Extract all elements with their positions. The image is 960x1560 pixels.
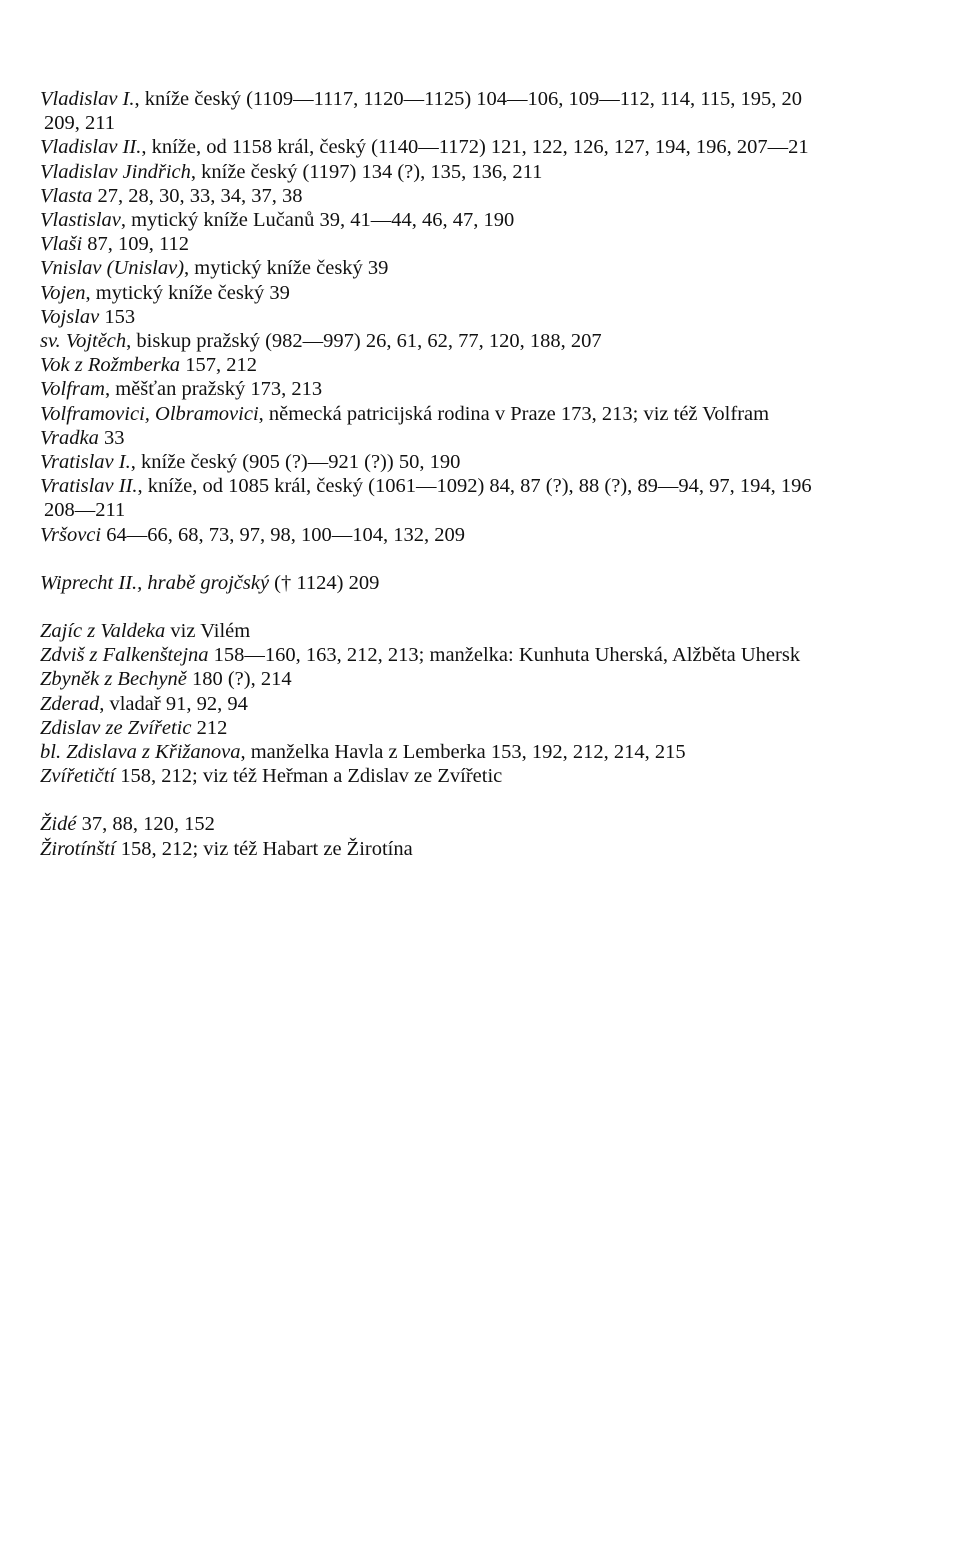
- entry-name: Vršovci: [40, 523, 102, 546]
- entry-name: Vojtěch: [65, 330, 127, 353]
- entry-continuation: 209, 211: [44, 112, 115, 135]
- entry-text: , mytický kníže Lučanů 39, 41—44, 46, 47, 190: [120, 209, 515, 232]
- index-entry: [40, 837, 960, 861]
- index-entry: [40, 377, 960, 401]
- entry-name: Vladislav II.: [40, 136, 142, 159]
- index-entry: [40, 208, 960, 232]
- entry-name: Vnislav (Unislav): [40, 257, 185, 280]
- entry-name: Zbyněk z Bechyně: [40, 668, 187, 691]
- entry-text: , kníže český (1109—1117, 1120—1125) 104—106, 109—112, 114, 115, 195, 20: [134, 88, 803, 110]
- entry-text: , kníže český (905 (?)—921 (?)) 50, 190: [130, 451, 461, 474]
- index-entry: [40, 523, 960, 547]
- entry-name: Vok z Rožmberka: [40, 354, 181, 377]
- section-gap: [40, 547, 960, 571]
- index-entry: [40, 812, 960, 836]
- entry-text: 157, 212: [180, 354, 257, 377]
- entry-text: , vladař 91, 92, 94: [99, 692, 248, 715]
- entry-name: Volframovici, Olbramovici: [40, 402, 259, 425]
- index-entry: [40, 402, 960, 426]
- entry-text: , měšťan pražský 173, 213: [104, 378, 323, 401]
- entry-name: Zdislav ze Zvířetic: [40, 716, 192, 739]
- entry-text: , německá patricijská rodina v Praze 173, 213; viz též Volfram: [258, 402, 770, 425]
- index-entry: [40, 353, 960, 377]
- entry-name: Vlaši: [40, 233, 83, 256]
- entry-text: 27, 28, 30, 33, 34, 37, 38: [92, 184, 303, 207]
- entry-text: , kníže, od 1085 král, český (1061—1092) 84, 87 (?), 88 (?), 89—94, 97, 194, 196: [137, 475, 812, 498]
- entry-name: Vlastislav: [40, 209, 121, 232]
- index-page: [40, 87, 960, 1560]
- index-entry: [40, 474, 960, 522]
- entry-name: Žirotínští: [40, 837, 116, 860]
- entry-text: 87, 109, 112: [82, 233, 190, 256]
- index-section: [40, 87, 960, 547]
- index-section: [40, 812, 960, 860]
- entry-text: , manželka Havla z Lemberka 153, 192, 212, 214, 215: [240, 741, 686, 764]
- entry-text: , kníže český (1197) 134 (?), 135, 136, 211: [190, 160, 543, 183]
- entry-text: viz Vilém: [165, 620, 251, 643]
- index-entry: [40, 329, 960, 353]
- index-entry: [40, 764, 960, 788]
- entry-name: Wiprecht II., hrabě grojčský: [40, 571, 270, 594]
- index-entry: [40, 692, 960, 716]
- entry-name: Zdviš z Falkenštejna: [40, 644, 209, 667]
- entry-text: 180 (?), 214: [186, 668, 292, 691]
- index-entry: [40, 232, 960, 256]
- index-entry: [40, 571, 960, 595]
- index-entry: [40, 135, 960, 159]
- entry-name: Vojen: [40, 281, 86, 304]
- entry-name: Vladislav Jindřich: [40, 160, 191, 183]
- index-entry: [40, 426, 960, 450]
- entry-prefix: bl.: [40, 741, 67, 764]
- index-entry: [40, 281, 960, 305]
- entry-name: Vladislav I.: [40, 88, 135, 110]
- index-entry: [40, 160, 960, 184]
- entry-prefix: sv.: [40, 330, 66, 353]
- index-entry: [40, 643, 960, 667]
- index-entry: [40, 87, 960, 135]
- entry-name: Zvířetičtí: [40, 765, 116, 788]
- index-entry: [40, 740, 960, 764]
- index-section: [40, 571, 960, 595]
- entry-name: Zdislava z Křižanova: [66, 741, 241, 764]
- section-gap: [40, 595, 960, 619]
- entry-name: Vojslav: [40, 305, 100, 328]
- index-entry: [40, 716, 960, 740]
- index-entry: [40, 305, 960, 329]
- entry-text: , mytický kníže český 39: [85, 281, 290, 304]
- index-section: [40, 619, 960, 788]
- entry-name: Vradka: [40, 426, 99, 449]
- index-entry: [40, 256, 960, 280]
- index-entry: [40, 667, 960, 691]
- entry-text: 37, 88, 120, 152: [76, 813, 215, 836]
- entry-name: Volfram: [40, 378, 105, 401]
- index-entry: [40, 184, 960, 208]
- entry-text: 64—66, 68, 73, 97, 98, 100—104, 132, 209: [101, 523, 465, 546]
- entry-text: 212: [191, 716, 228, 739]
- entry-name: Vratislav II.: [40, 475, 138, 498]
- entry-text: 153: [99, 305, 136, 328]
- entry-text: 158, 212; viz též Habart ze Žirotína: [115, 837, 413, 860]
- entry-text: , biskup pražský (982—997) 26, 61, 62, 77, 120, 188, 207: [126, 330, 602, 353]
- entry-text: , mytický kníže český 39: [184, 257, 389, 280]
- section-gap: [40, 788, 960, 812]
- entry-name: Židé: [40, 813, 77, 836]
- entry-name: Vlasta: [40, 184, 93, 207]
- entry-text: 158, 212; viz též Heřman a Zdislav ze Zvířetic: [115, 765, 503, 788]
- entry-text: 158—160, 163, 212, 213; manželka: Kunhuta Uherská, Alžběta Uhersk: [208, 644, 801, 667]
- entry-text: († 1124) 209: [269, 571, 380, 594]
- entry-text: 33: [98, 426, 125, 449]
- index-entry: [40, 619, 960, 643]
- entry-name: Zderad: [40, 692, 100, 715]
- entry-continuation: 208—211: [44, 499, 126, 522]
- entry-name: Vratislav I.: [40, 451, 131, 474]
- entry-text: , kníže, od 1158 král, český (1140—1172) 121, 122, 126, 127, 194, 196, 207—21: [141, 136, 809, 159]
- entry-name: Zajíc z Valdeka: [40, 620, 166, 643]
- index-entry: [40, 450, 960, 474]
